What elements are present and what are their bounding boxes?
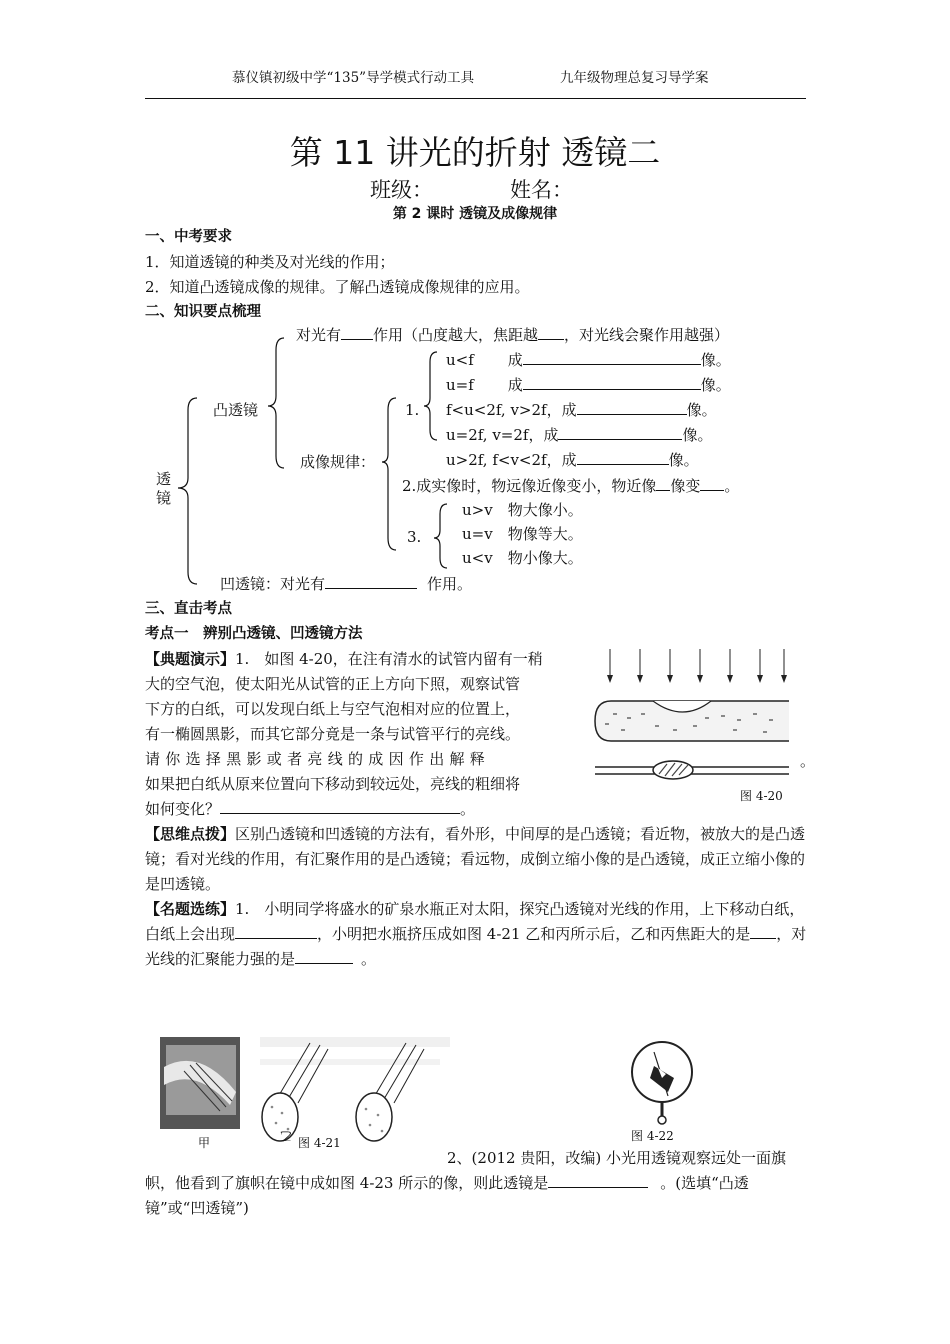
- r1a: u<f: [446, 351, 474, 369]
- blank-ex1a: [235, 924, 317, 939]
- demo-line1: [145, 647, 543, 672]
- convex-light-a: 对光有: [296, 326, 342, 344]
- figure-4-22: [628, 1038, 708, 1128]
- point1-heading: 考点一 辨别凸透镜、凹透镜方法: [145, 626, 363, 642]
- convex-light-c: ，对光线会聚作用越强）: [564, 326, 730, 344]
- blank-light: [341, 325, 373, 340]
- blank-concave: [325, 574, 417, 589]
- tip-text: 区别凸透镜和凹透镜的方法有，看外形，中间厚的是凸透镜；看近物，被放大的是凸透镜；看对光线的作用，有汇聚作用的是凸透镜；看远物，成倒立缩小像的是凸透镜，成正立缩小像的是凹透镜。: [145, 825, 806, 893]
- rule1-row4: [446, 423, 712, 448]
- subtitle: 第 2 课时 透镜及成像规律: [392, 206, 558, 222]
- r2b: 成: [507, 376, 523, 394]
- rule2-row: [402, 474, 739, 499]
- r6a: 2.成实像时，物远像近像变小，物近像: [402, 477, 657, 495]
- convex-label: 凸透镜: [213, 401, 259, 419]
- r5c: 像。: [668, 451, 699, 469]
- r2a: u=f: [446, 376, 474, 394]
- r6c: 。: [724, 477, 740, 495]
- rule1-number: 1.: [405, 401, 420, 419]
- tip-paragraph: [145, 822, 808, 897]
- demo-dot: 。: [800, 752, 816, 770]
- r1b: 成: [507, 351, 523, 369]
- imaging-label: 成像规律：: [300, 453, 376, 471]
- class-label: 班级：: [370, 178, 433, 202]
- header-course: 九年级物理总复习导学案: [560, 70, 709, 86]
- brace-convex: [268, 338, 284, 468]
- blank-focal: [538, 325, 564, 340]
- concave-b: 作用。: [427, 575, 473, 593]
- concave-row: [220, 572, 472, 597]
- demo-line7: [145, 797, 475, 822]
- sec1-item1: 1．知道透镜的种类及对光线的作用；: [145, 253, 395, 271]
- figure-4-21-jia: 甲: [198, 1136, 211, 1150]
- blank-ex1c: [295, 949, 353, 964]
- blank-r1: [523, 350, 701, 365]
- demo-tag: 【典题演示】: [145, 650, 236, 668]
- rule1-row3: [446, 398, 717, 423]
- name-label: 姓名：: [510, 178, 573, 202]
- brace-rule1: [424, 352, 437, 440]
- blank-demo: [220, 799, 460, 814]
- blank-ex2: [548, 1173, 648, 1188]
- demo-line2: 大的空气泡，使太阳光从试管的正上方向下照，观察试管: [145, 675, 521, 693]
- ex1a: 1. 小明同学将盛水的矿泉水瓶正对太阳，探究凸透镜对光线的作用，上下移动白纸，白纸上会出现: [145, 900, 805, 943]
- rule3-row2: u=v 物像等大。: [462, 525, 583, 543]
- demo-l7a: 如何变化？: [145, 800, 221, 818]
- blank-ex1b: [750, 924, 776, 939]
- ex1c: ，对光线的汇聚能力强的是: [145, 925, 807, 968]
- r5a: u>2f, f<v<2f，成: [446, 451, 577, 469]
- brace-lens: [178, 398, 197, 584]
- r6b: 像变: [670, 477, 701, 495]
- r3c: 像。: [686, 401, 717, 419]
- rule3-number: 3.: [407, 528, 422, 546]
- exercise2-line3: 镜”或“凹透镜”): [145, 1199, 249, 1217]
- ex1d: 。: [361, 950, 377, 968]
- figure-4-20: [593, 645, 793, 795]
- blank-r6a: [656, 476, 670, 491]
- figure-4-21-caption: 图 4-21: [298, 1136, 341, 1150]
- r3a: f<u<2f, v>2f，成: [446, 401, 577, 419]
- demo-l7b: 。: [460, 800, 476, 818]
- figure-4-21-yi: 乙: [280, 1129, 293, 1143]
- figure-4-22-caption: 图 4-22: [631, 1129, 674, 1143]
- rule1-row5: [446, 448, 699, 473]
- sec3-heading: 三、直击考点: [145, 601, 232, 617]
- tip-tag: 【思维点拨】: [145, 825, 236, 843]
- exercise2-line1: 2、(2012 贵阳，改编) 小光用透镜观察远处一面旗: [447, 1149, 786, 1167]
- ex2-l2a: 帜，他看到了旗帜在镜中成如图 4-23 所示的像，则此透镜是: [145, 1174, 549, 1192]
- exercise1-paragraph: [145, 897, 808, 972]
- blank-r5: [577, 450, 669, 465]
- demo-line3: 下方的白纸，可以发现白纸上与空气泡相对应的位置上，: [145, 700, 521, 718]
- exercise-tag: 【名题选练】: [145, 900, 236, 918]
- demo-line5: 请你选择黑影或者亮线的成因作出解释: [145, 750, 491, 768]
- convex-light-b: 作用（凸度越大，焦距越: [373, 326, 539, 344]
- rule3-row1: u>v 物大像小。: [462, 501, 583, 519]
- ex1b: ，小明把水瓶挤压成如图 4-21 乙和丙所示后，乙和丙焦距大的是: [317, 925, 751, 943]
- lens-label: 透镜: [156, 470, 172, 507]
- header-school: 慕仪镇初级中学“135”导学模式行动工具: [232, 70, 475, 86]
- r2c: 像。: [700, 376, 731, 394]
- demo-line4: 有一椭圆黑影，而其它部分竟是一条与试管平行的亮线。: [145, 725, 521, 743]
- brace-imaging: [382, 398, 396, 550]
- r4a: u=2f, v=2f，成: [446, 426, 559, 444]
- blank-r6b: [700, 476, 724, 491]
- demo-l1: 1. 如图 4-20，在注有清水的试管内留有一稍: [235, 650, 543, 668]
- rule1-row2: [446, 373, 731, 398]
- sec2-heading: 二、知识要点梳理: [145, 304, 261, 320]
- page-title: 第 11 讲光的折射 透镜二: [289, 133, 661, 172]
- concave-a: 凹透镜：对光有: [220, 575, 326, 593]
- figure-4-20-caption: 图 4-20: [740, 789, 783, 803]
- rule1-row1: [446, 348, 731, 373]
- r1c: 像。: [700, 351, 731, 369]
- demo-line6: 如果把白纸从原来位置向下移动到较远处，亮线的粗细将: [145, 775, 521, 793]
- exercise2-line2: [145, 1171, 749, 1196]
- blank-r3: [577, 400, 687, 415]
- r4c: 像。: [682, 426, 713, 444]
- sec1-heading: 一、中考要求: [145, 229, 232, 245]
- blank-r4: [558, 425, 682, 440]
- rule3-row3: u<v 物小像大。: [462, 549, 583, 567]
- ex2-l2b: 。(选填“凸透: [660, 1174, 749, 1192]
- sec1-item2: 2．知道凸透镜成像的规律。了解凸透镜成像规律的应用。: [145, 278, 530, 296]
- convex-light-row: [296, 323, 729, 348]
- brace-rule3: [434, 504, 447, 568]
- blank-r2: [523, 375, 701, 390]
